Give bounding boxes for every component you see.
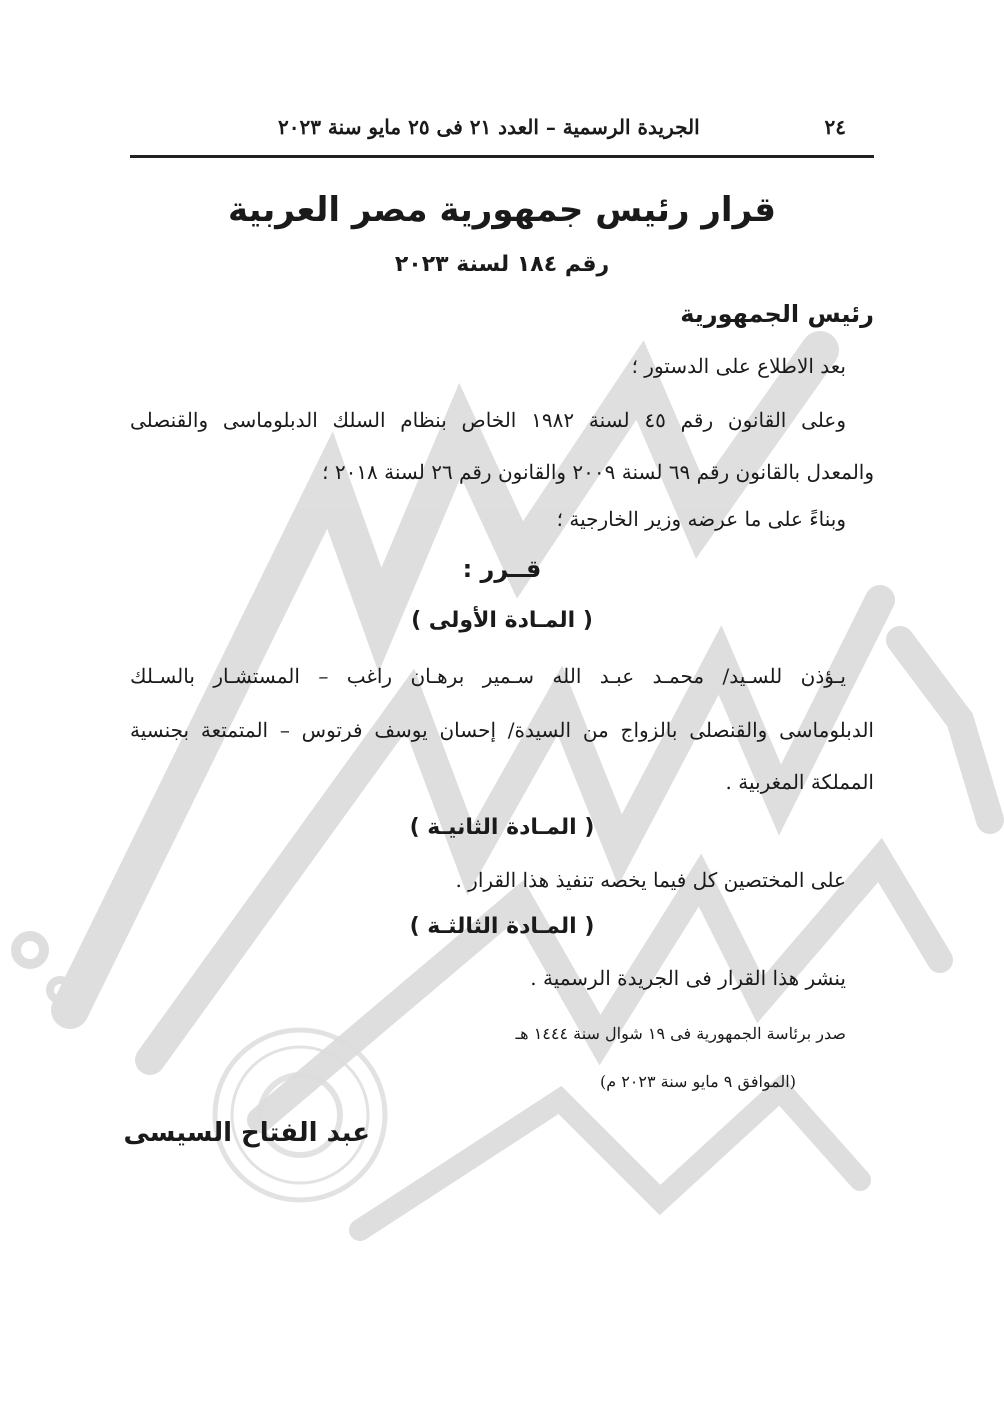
decree-title: قرار رئيس جمهورية مصر العربية (227, 190, 777, 230)
preamble-line-1: بعد الاطلاع على الدستور ؛ (631, 354, 846, 378)
page-number: ٢٤ (824, 115, 846, 139)
article-1-heading: ( المـادة الأولى ) (411, 608, 593, 633)
gazette-header-title: الجريدة الرسمية – العدد ٢١ فى ٢٥ مايو سنة ٢٠٢٣ (278, 115, 700, 139)
signature-name: عبد الفتاح السيسى (123, 1118, 370, 1148)
article-3-heading: ( المـادة الثالثـة ) (409, 914, 595, 939)
decided-heading: قــرر : (462, 555, 542, 583)
article-1-line-2: الدبلوماسى والقنصلى بالزواج من السيدة/ إحسان يوسف فرتوس – المتمتعة بجنسية (130, 718, 874, 742)
decree-number: رقم ١٨٤ لسنة ٢٠٢٣ (394, 252, 610, 277)
header-rule (130, 155, 874, 158)
issuer-heading: رئيس الجمهورية (680, 300, 874, 328)
article-2-line-1: على المختصين كل فيما يخصه تنفيذ هذا القرار . (455, 868, 846, 892)
gazette-page (123, 0, 874, 1417)
article-1-line-3: المملكة المغربية . (725, 770, 874, 794)
preamble-line-4: وبناءً على ما عرضه وزير الخارجية ؛ (556, 507, 846, 531)
article-1-line-1: يـؤذن للسـيد/ محمـد عبـد الله سـمير برهـان راغب – المستشـار بالسـلك (130, 664, 846, 688)
article-3-line-1: ينشر هذا القرار فى الجريدة الرسمية . (530, 966, 846, 990)
preamble-line-2: وعلى القانون رقم ٤٥ لسنة ١٩٨٢ الخاص بنظام السلك الدبلوماسى والقنصلى (130, 408, 846, 432)
article-2-heading: ( المـادة الثانيـة ) (409, 815, 595, 840)
issued-date-hijri: صدر برئاسة الجمهورية فى ١٩ شوال سنة ١٤٤٤ هـ (515, 1024, 846, 1043)
issued-date-gregorian: (الموافق ٩ مايو سنة ٢٠٢٣ م) (599, 1072, 796, 1091)
running-header (130, 115, 874, 149)
preamble-line-3: والمعدل بالقانون رقم ٦٩ لسنة ٢٠٠٩ والقانون رقم ٢٦ لسنة ٢٠١٨ ؛ (322, 460, 874, 484)
